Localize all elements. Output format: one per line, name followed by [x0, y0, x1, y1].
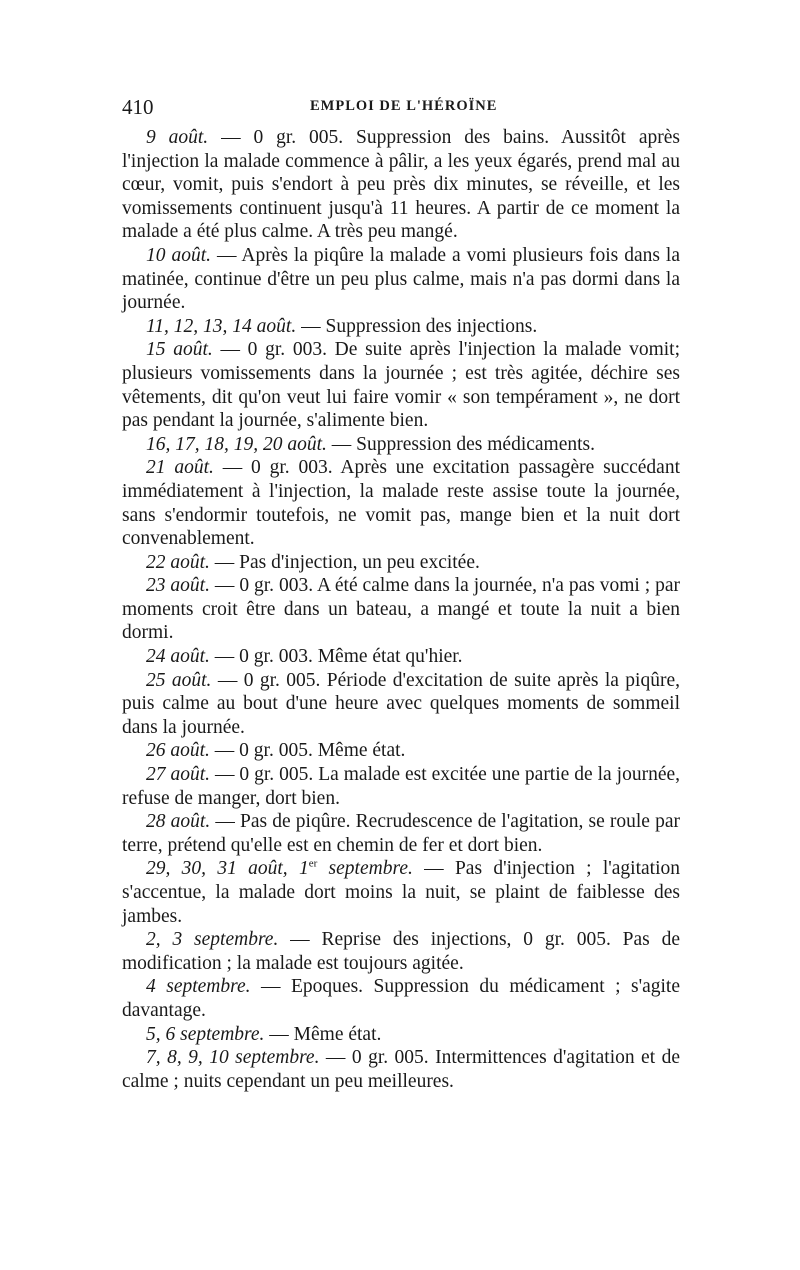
entry-date: 25 août. [146, 669, 212, 691]
entry-date: 26 août. [146, 740, 210, 762]
entry-text: — Pas d'injection, un peu excitée. [209, 551, 480, 573]
entry-text: — 0 gr. 005. La malade est excitée une partie de la journée, refuse de manger, dort bien. [122, 764, 680, 809]
entry-text: — Epoques. Suppression du médicament ; s'agite davantage. [122, 976, 680, 1021]
entry [122, 551, 680, 575]
entry [122, 1023, 680, 1047]
entry-text: — 0 gr. 003. Après une excitation passagère succédant immédiatement à l'injection, la malade reste assise toute la journée, sans s'endormir toutefois, ne vomit pas, mange bien et la nuit dort convenablement. [122, 457, 681, 550]
entry-text: — 0 gr. 005. Suppression des bains. Aussitôt après l'injection la malade commence à pâlir, a les yeux égarés, prend mal au cœur, vomit, puis s'endort à peu près dix minutes, se réveille, et les vomissements continuent jusqu'à 11 heures. A partir de ce moment la malade a été plus calme. A très peu mangé. [122, 127, 680, 243]
page-header [122, 95, 682, 121]
entry [122, 456, 680, 550]
entry-date: 24 août. [146, 646, 210, 668]
entry-date: 23 août. [146, 575, 210, 597]
entry [122, 244, 680, 315]
entry [122, 975, 680, 1022]
entry-date: 21 août. [146, 457, 214, 479]
entry-text: — 0 gr. 005. Même état. [209, 740, 406, 762]
entry-text: — Pas d'injection ; l'agitation s'accentue, la malade dort moins la nuit, se plaint de faiblesse des jambes. [122, 858, 680, 927]
entry [122, 857, 680, 928]
entry-date-month: septembre. [317, 858, 413, 880]
entry [122, 810, 680, 857]
page-number: 410 [122, 95, 154, 119]
entry-text: — 0 gr. 005. Intermittences d'agitation et de calme ; nuits cependant un peu meilleures. [122, 1047, 680, 1092]
entry-text: — Suppression des injections. [296, 315, 538, 337]
entry [122, 126, 680, 244]
entry-text: — Reprise des injections, 0 gr. 005. Pas de modification ; la malade est toujours agitée. [122, 929, 681, 974]
entry-text: — Même état. [264, 1023, 382, 1045]
entry [122, 645, 680, 669]
entry-text: — 0 gr. 003. Même état qu'hier. [209, 646, 463, 668]
entry-date: 9 août. [146, 127, 209, 148]
entry-text: — 0 gr. 003. A été calme dans la journée, n'a pas vomi ; par moments croit être dans un bateau, a mangé et toute la nuit a bien dormi. [122, 575, 681, 644]
entry [122, 338, 680, 432]
entry [122, 928, 680, 975]
body-text [122, 126, 680, 1093]
entry-date: 11, 12, 13, 14 août. [146, 315, 297, 337]
entry [122, 315, 680, 339]
entry-date: 16, 17, 18, 19, 20 août. [146, 433, 327, 455]
entry [122, 1046, 680, 1093]
entry-date: 22 août. [146, 551, 210, 573]
entry-date: 7, 8, 9, 10 septembre. [146, 1047, 320, 1069]
entry-text: — 0 gr. 005. Période d'excitation de suite après la piqûre, puis calme au bout d'une heure avec quelques moments de sommeil dans la journée. [122, 669, 680, 738]
entry-date: 4 septembre. [146, 976, 251, 998]
entry-text: — Suppression des médicaments. [326, 433, 596, 455]
ordinal-superscript: er [308, 857, 318, 870]
entry-date: 5, 6 septembre. [146, 1023, 265, 1045]
entry-date: 2, 3 septembre. [146, 929, 279, 951]
entry-date: 10 août. [146, 244, 212, 266]
entry-text: — Après la piqûre la malade a vomi plusieurs fois dans la matinée, continue d'être un peu plus calme, mais n'a pas dormi dans la journée. [122, 244, 680, 314]
entry [122, 739, 680, 763]
running-title: EMPLOI DE L'HÉROÏNE [310, 98, 498, 114]
entry [122, 669, 680, 740]
entry-date: 28 août. [146, 811, 211, 833]
entry [122, 433, 680, 457]
entry-text: — 0 gr. 003. De suite après l'injection la malade vomit; plusieurs vomissements dans la journée ; est très agitée, déchire ses vêtements, dit qu'on veut lui faire vomir « son tempérament », ne dort pas pendant la journée, s'alimente bien. [122, 339, 680, 432]
entry [122, 574, 680, 645]
entry-date: 29, 30, 31 août, 1 [146, 858, 309, 880]
entry-date: 15 août. [146, 339, 213, 361]
entry-date: 27 août. [146, 764, 211, 786]
entry-text: — Pas de piqûre. Recrudescence de l'agitation, se roule par terre, prétend qu'elle est en chemin de fer et dort bien. [122, 811, 680, 856]
entry [122, 763, 680, 810]
